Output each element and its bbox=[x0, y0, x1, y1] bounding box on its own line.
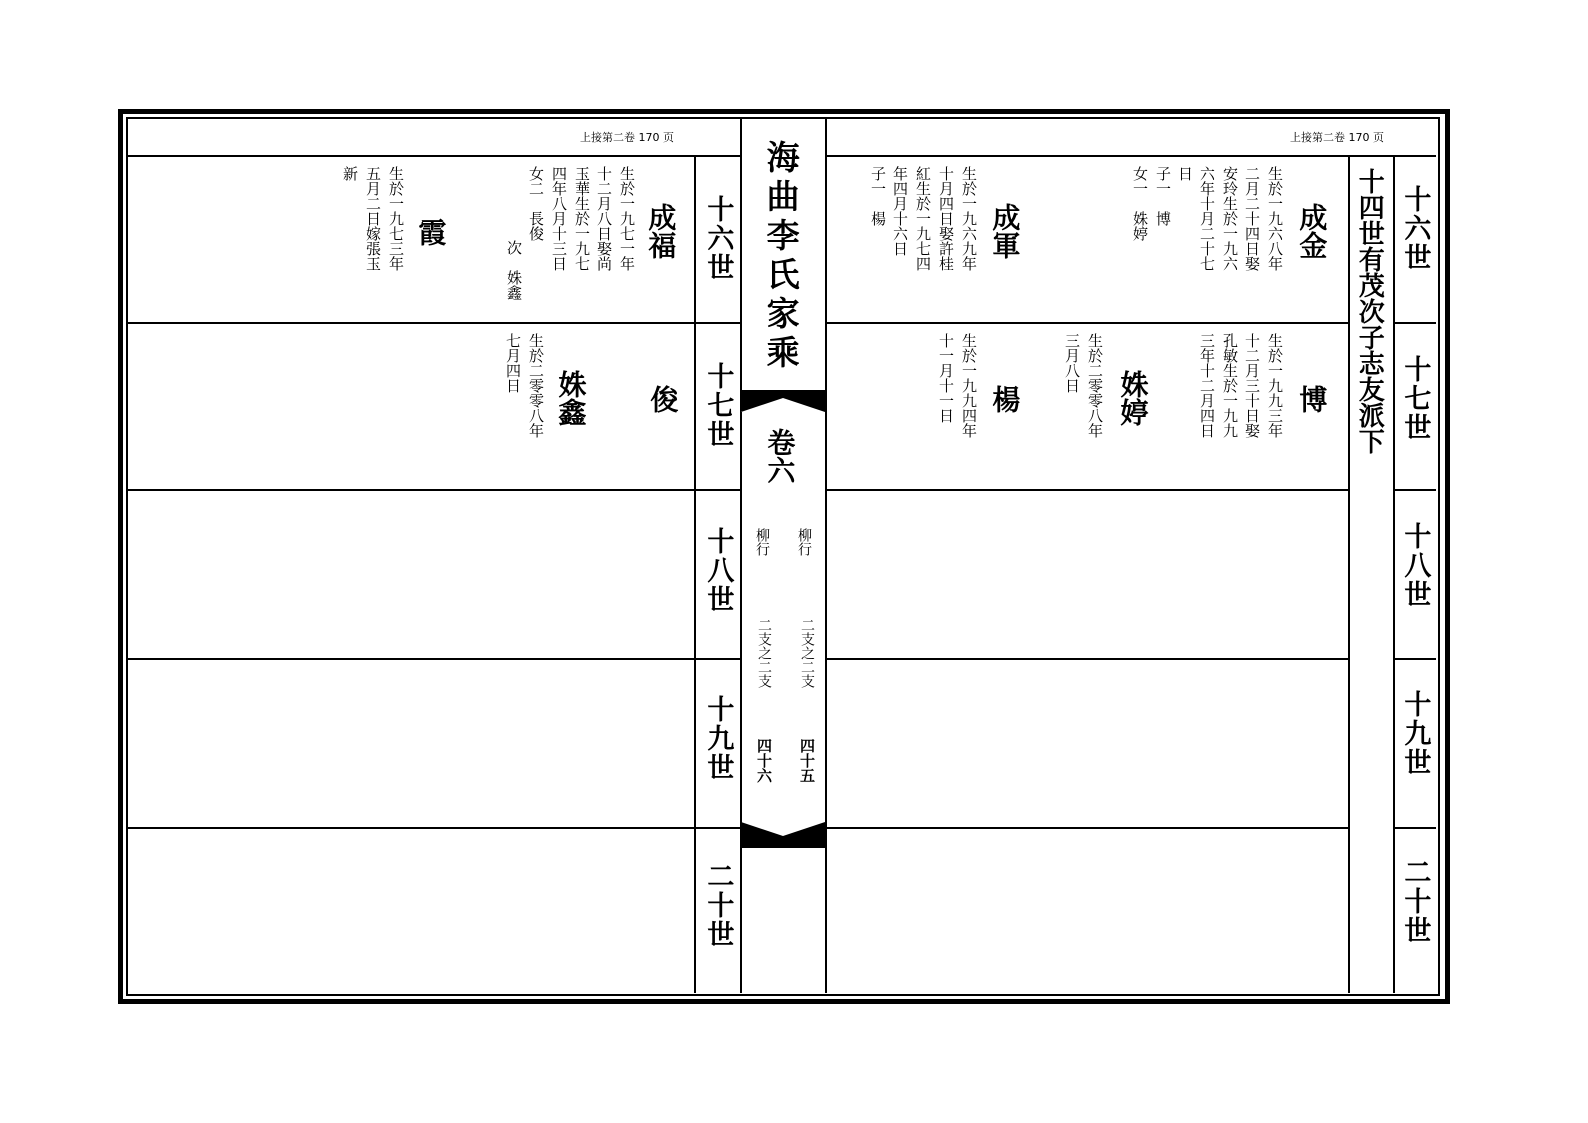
person-line: 玉華生於一九七 bbox=[573, 166, 591, 271]
person-line: 新 bbox=[341, 166, 359, 181]
right-row-rule bbox=[826, 658, 1348, 660]
person-line: 孔敏生於一九九 bbox=[1221, 333, 1239, 438]
generation-label: 二十世 bbox=[1399, 858, 1431, 945]
book-title: 海曲李氏家乘 bbox=[761, 140, 801, 374]
left-row-rule bbox=[127, 827, 740, 829]
right-gen-rule bbox=[1393, 489, 1436, 491]
person-line: 六年十月二十七 bbox=[1198, 166, 1216, 271]
spine-right-border bbox=[825, 118, 827, 993]
person-line: 五月二日嫁張玉 bbox=[364, 166, 382, 271]
person-line: 十二月八日娶尚 bbox=[595, 166, 613, 271]
left-gen-column-border bbox=[694, 155, 696, 993]
continued-note-left: 上接第二卷 170 页 bbox=[580, 131, 674, 144]
generation-label: 十六世 bbox=[1399, 185, 1431, 272]
spine-sub-branch-left: 二支之二支 bbox=[756, 618, 772, 688]
person-name: 姝鑫 bbox=[554, 370, 588, 426]
right-gen-rule bbox=[1393, 827, 1436, 829]
person-line: 日 bbox=[1176, 166, 1194, 181]
person-name: 成福 bbox=[644, 203, 678, 259]
person-line: 二月二十四日娶 bbox=[1243, 166, 1261, 271]
spine-village-left: 柳行 bbox=[754, 528, 770, 556]
generation-label: 十八世 bbox=[1399, 522, 1431, 609]
right-row-rule bbox=[826, 827, 1348, 829]
left-row-rule bbox=[127, 322, 740, 324]
right-gen-column-border bbox=[1393, 155, 1395, 993]
right-gen-rule bbox=[1393, 658, 1436, 660]
person-line: 安玲生於一九六 bbox=[1221, 166, 1239, 271]
person-line: 次 姝鑫 bbox=[505, 240, 523, 300]
person-line: 生於二零零八年 bbox=[527, 333, 545, 438]
branch-title: 十四世有茂次子志友派下 bbox=[1354, 168, 1385, 454]
person-line: 十月四日娶許桂 bbox=[937, 166, 955, 271]
person-name: 成軍 bbox=[988, 203, 1022, 259]
person-name: 俊 bbox=[646, 385, 680, 413]
generation-label: 十六世 bbox=[702, 195, 734, 282]
person-line: 子一 博 bbox=[1154, 166, 1172, 226]
right-row-rule bbox=[826, 322, 1348, 324]
generation-label: 十八世 bbox=[702, 527, 734, 614]
person-name: 霞 bbox=[414, 218, 448, 246]
person-line: 生於一九九三年 bbox=[1266, 333, 1284, 438]
volume-label: 卷六 bbox=[763, 428, 797, 484]
person-line: 生於一九九四年 bbox=[960, 333, 978, 438]
person-line: 生於二零零八年 bbox=[1086, 333, 1104, 438]
person-line: 女一 姝婷 bbox=[1131, 166, 1149, 241]
person-line: 四年八月十三日 bbox=[550, 166, 568, 271]
person-name: 姝婷 bbox=[1116, 370, 1150, 426]
person-line: 十一月十一日 bbox=[937, 333, 955, 423]
right-row-rule bbox=[826, 489, 1348, 491]
person-name: 成金 bbox=[1295, 203, 1329, 259]
left-row-rule bbox=[127, 658, 740, 660]
generation-label: 十九世 bbox=[702, 695, 734, 782]
person-line: 紅生於一九七四 bbox=[914, 166, 932, 271]
spine-village-right: 柳行 bbox=[796, 528, 812, 556]
person-line: 三月八日 bbox=[1063, 333, 1081, 393]
person-line: 生於一九六八年 bbox=[1266, 166, 1284, 271]
left-row-rule bbox=[127, 489, 740, 491]
right-gen-rule bbox=[1393, 322, 1436, 324]
generation-label: 十七世 bbox=[1399, 355, 1431, 442]
person-line: 生於一九七三年 bbox=[387, 166, 405, 271]
person-line: 年四月十六日 bbox=[891, 166, 909, 256]
person-name: 楊 bbox=[988, 385, 1022, 413]
continued-note-right: 上接第二卷 170 页 bbox=[1290, 131, 1384, 144]
person-line: 子一 楊 bbox=[869, 166, 887, 226]
left-header-rule bbox=[127, 155, 740, 157]
generation-label: 十九世 bbox=[1399, 690, 1431, 777]
person-line: 三年十二月四日 bbox=[1198, 333, 1216, 438]
right-branch-column-border-left bbox=[1348, 155, 1350, 993]
generation-label: 十七世 bbox=[702, 362, 734, 449]
spine-page-number-left: 四十六 bbox=[755, 738, 773, 783]
person-line: 生於一九六九年 bbox=[960, 166, 978, 271]
person-name: 博 bbox=[1295, 385, 1329, 413]
person-line: 女二 長俊 bbox=[527, 166, 545, 241]
generation-label: 二十世 bbox=[702, 862, 734, 949]
person-line: 生於一九七一年 bbox=[618, 166, 636, 271]
spine-page-number-right: 四十五 bbox=[798, 738, 816, 783]
spine-sub-branch-right: 二支之二支 bbox=[799, 618, 815, 688]
right-header-rule bbox=[826, 155, 1436, 157]
person-line: 十二月三十日娶 bbox=[1243, 333, 1261, 438]
person-line: 七月四日 bbox=[504, 333, 522, 393]
